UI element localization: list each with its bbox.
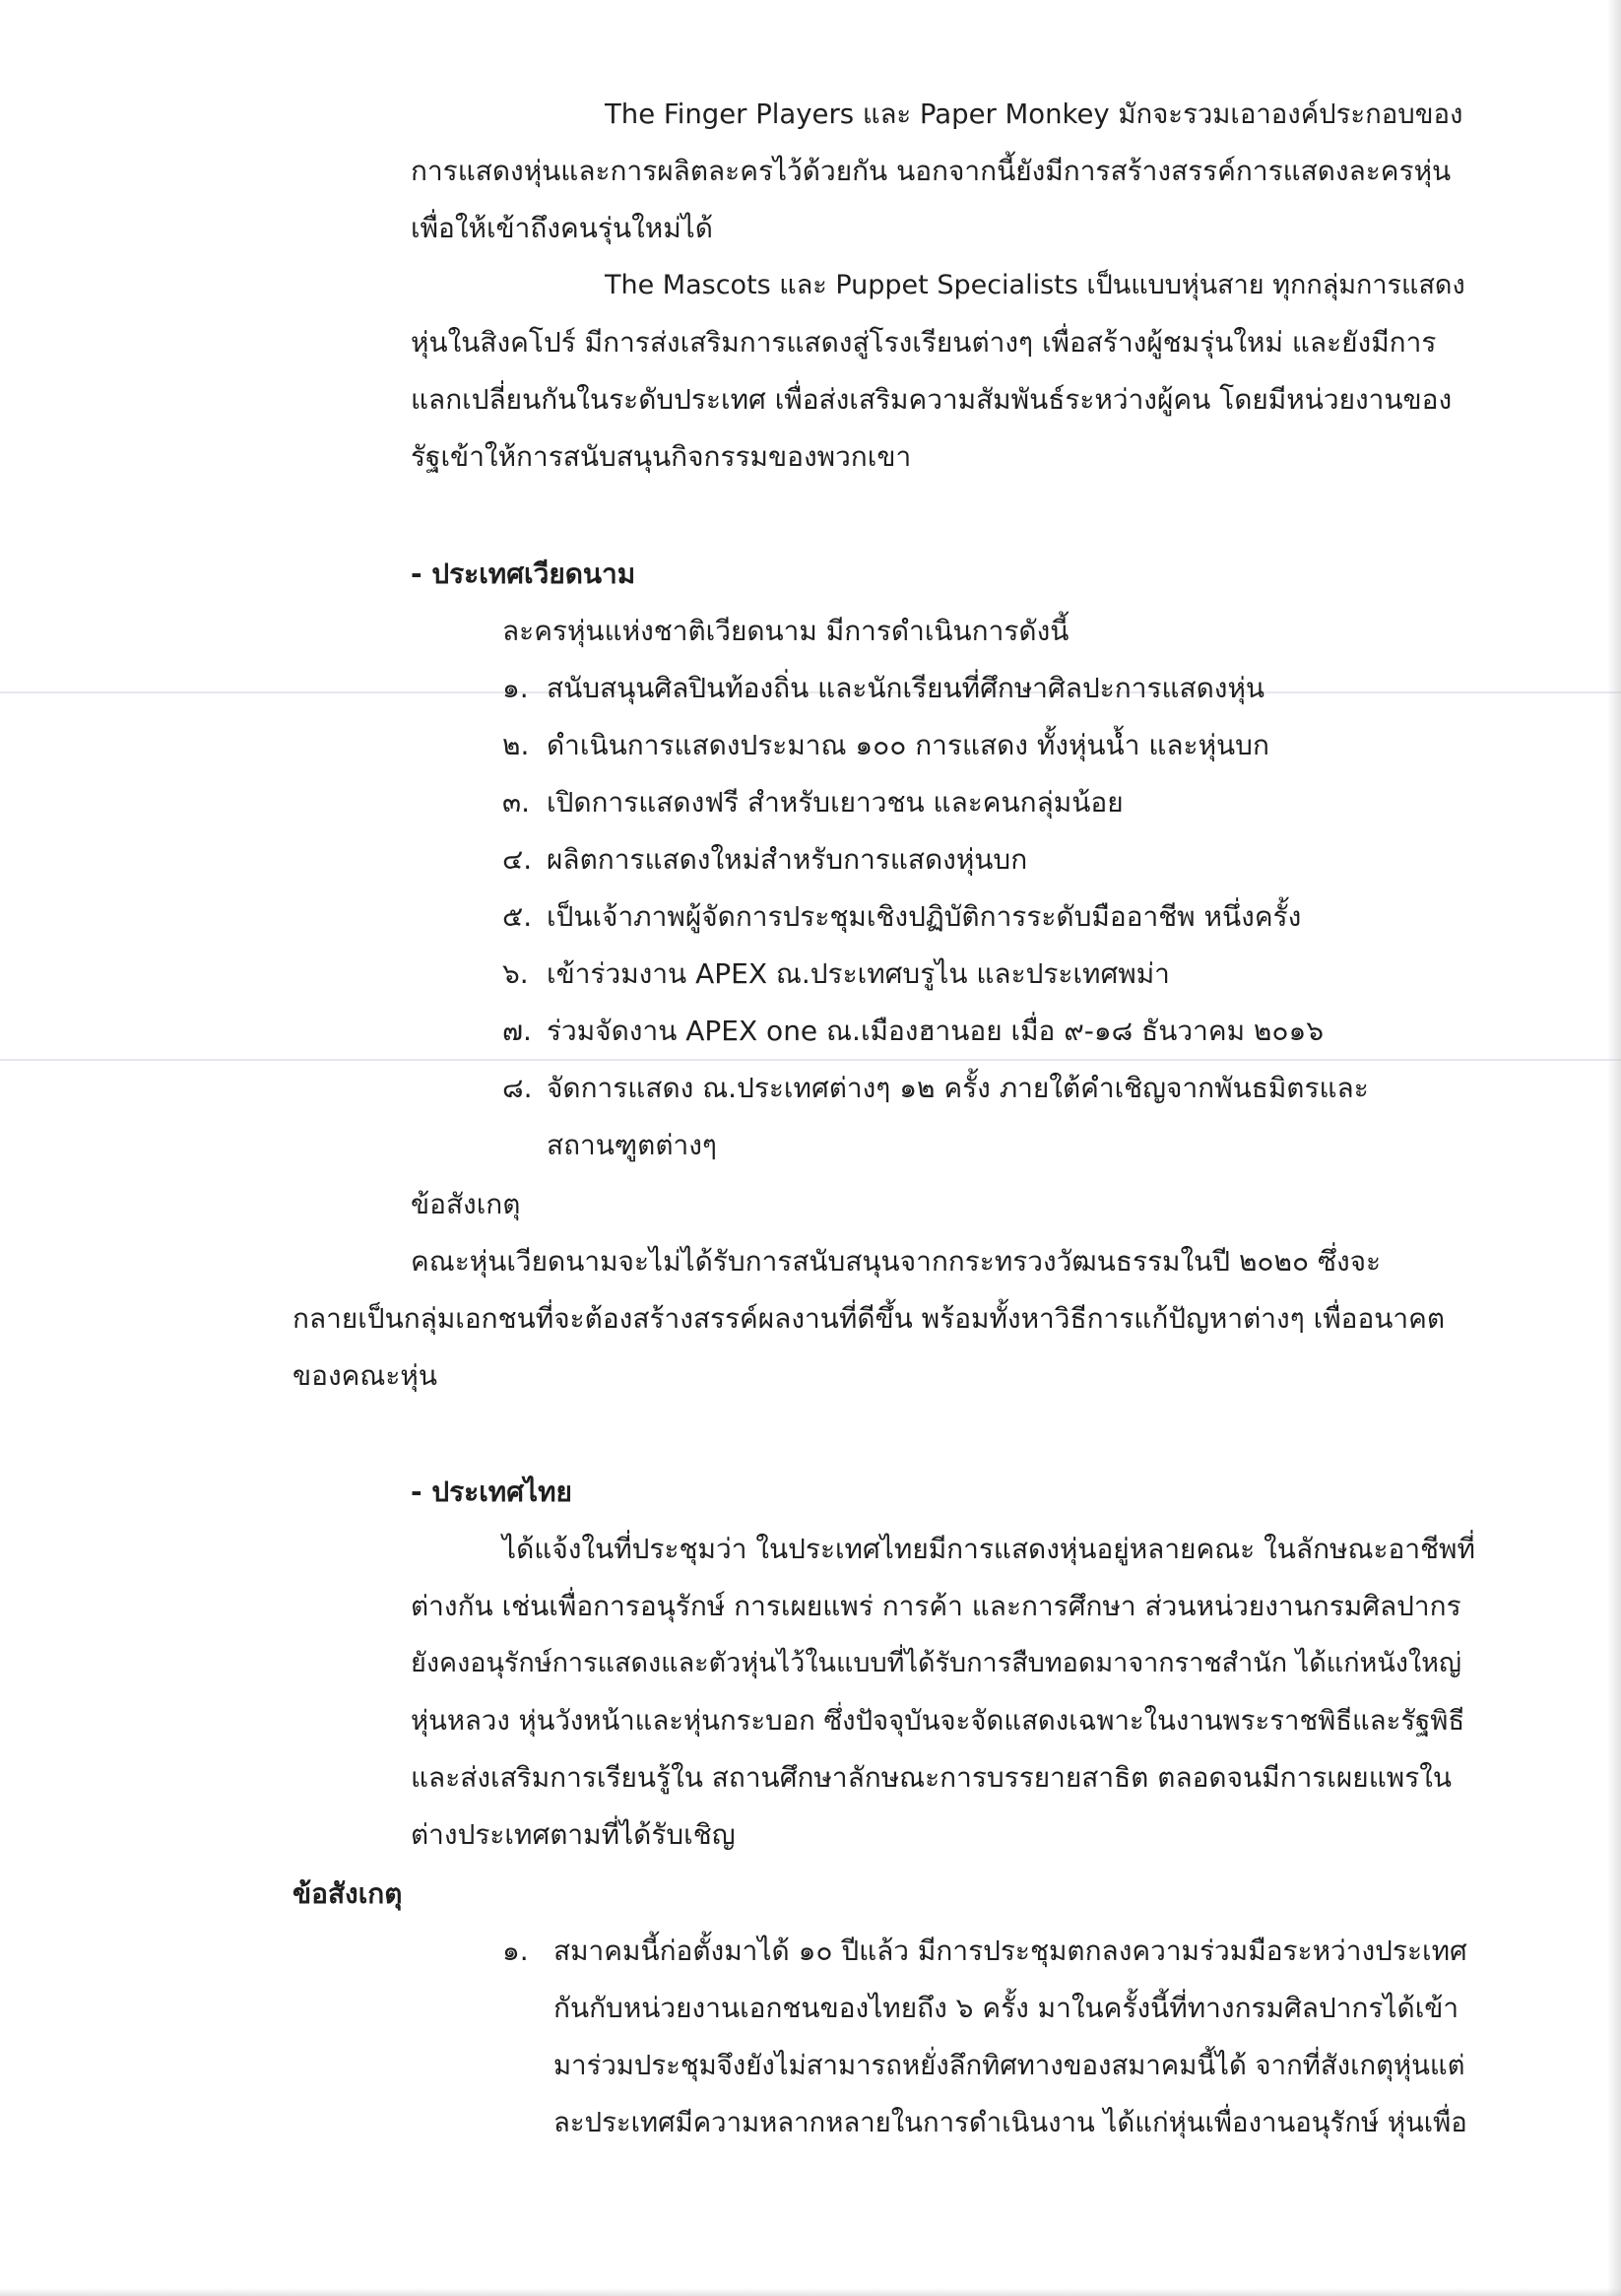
list-item-number: ๖. — [502, 957, 529, 990]
paragraph-line: กลายเป็นกลุ่มเอกชนที่จะต้องสร้างสรรค์ผลงานที่ดีขึ้น พร้อมทั้งหาวิธีการแก้ปัญหาต่างๆ เพื่ออนาคต — [292, 1302, 1446, 1335]
note-item-number: ๑. — [502, 1935, 529, 1967]
list-item — [502, 726, 1269, 765]
paragraph-line: การแสดงหุ่นและการผลิตละครไว้ด้วยกัน นอกจากนี้ยังมีการสร้างสรรค์การแสดงละครหุ่น — [411, 155, 1452, 187]
paragraph-line: คณะหุ่นเวียดนามจะไม่ได้รับการสนับสนุนจากกระทรวงวัฒนธรรมในปี ๒๐๒๐ ซึ่งจะ — [411, 1245, 1382, 1278]
note-label: ข้อสังเกตุ — [292, 1877, 403, 1910]
list-item-text: เข้าร่วมงาน APEX ณ.ประเทศบรูไน และประเทศพม่า — [547, 957, 1170, 990]
paragraph-line: กันกับหน่วยงานเอกชนของไทยถึง ๖ ครั้ง มาในครั้งนี้ที่ทางกรมศิลปากรได้เข้า — [553, 1992, 1459, 2024]
paragraph-line: สมาคมนี้ก่อตั้งมาได้ ๑๐ ปีแล้ว มีการประชุมตกลงความร่วมมือระหว่างประเทศ — [553, 1935, 1467, 1967]
paragraph-line: และส่งเสริมการเรียนรู้ใน สถานศึกษาลักษณะการบรรยายสาธิต ตลอดจนมีการเผยแพรใน — [411, 1761, 1453, 1794]
paragraph-line: เพื่อให้เข้าถึงคนรุ่นใหม่ได้ — [411, 212, 713, 244]
paragraph-line: ได้แจ้งในที่ประชุมว่า ในประเทศไทยมีการแสดงหุ่นอยู่หลายคณะ ในลักษณะอาชีพที่ — [502, 1533, 1475, 1565]
list-item-text: เปิดการแสดงฟรี สำหรับเยาวชน และคนกลุ่มน้อย — [547, 786, 1124, 819]
list-item-number: ๒. — [502, 729, 530, 761]
paragraph-line: ละครหุ่นแห่งชาติเวียดนาม มีการดำเนินการดังนี้ — [502, 615, 1070, 647]
section-heading-thailand: - ประเทศไทย — [411, 1476, 572, 1508]
list-item-number: ๗. — [502, 1015, 532, 1047]
paragraph-line: แลกเปลี่ยนกันในระดับประเทศ เพื่อส่งเสริมความสัมพันธ์ระหว่างผู้คน โดยมีหน่วยงานของ — [411, 383, 1453, 416]
list-item-text: เป็นเจ้าภาพผู้จัดการประชุมเชิงปฏิบัติการระดับมืออาชีพ หนึ่งครั้ง — [547, 900, 1302, 933]
paragraph-line: มาร่วมประชุมจึงยังไม่สามารถหยั่งลึกทิศทางของสมาคมนี้ได้ จากที่สังเกตุหุ่นแต่ — [553, 2050, 1465, 2081]
paragraph-line: ยังคงอนุรักษ์การแสดงและตัวหุ่นไว้ในแบบที่ได้รับการสืบทอดมาจากราชสำนัก ได้แก่หนังใหญ่ — [411, 1648, 1461, 1678]
list-item-number: ๔. — [502, 843, 533, 876]
list-item-number: ๘. — [502, 1072, 533, 1104]
paragraph-line: ต่างกัน เช่นเพื่อการอนุรักษ์ การเผยแพร่ การค้า และการศึกษา ส่วนหน่วยงานกรมศิลปากร — [411, 1590, 1461, 1622]
list-item-text: ร่วมจัดงาน APEX one ณ.เมืองฮานอย เมื่อ ๙-๑๘ ธันวาคม ๒๐๑๖ — [547, 1015, 1325, 1047]
paragraph-line: The Finger Players และ Paper Monkey มักจะรวมเอาองค์ประกอบของ — [605, 98, 1463, 130]
list-item — [502, 1012, 1324, 1051]
list-item — [502, 783, 1124, 822]
list-item — [502, 669, 1264, 708]
list-item-number: ๓. — [502, 786, 531, 819]
section-heading-vietnam: - ประเทศเวียดนาม — [411, 558, 636, 590]
list-item-number: ๕. — [502, 900, 533, 933]
list-item-continuation: สถานฑูตต่างๆ — [547, 1129, 717, 1161]
paragraph-line: หุ่นในสิงคโปร์ มีการส่งเสริมการแสดงสู่โรงเรียนต่างๆ เพื่อสร้างผู้ชมรุ่นใหม่ และยังมีการ — [411, 326, 1437, 359]
list-item-text: สนับสนุนศิลปินท้องถิ่น และนักเรียนที่ศึกษาศิลปะการแสดงหุ่น — [547, 672, 1265, 704]
list-item-text: จัดการแสดง ณ.ประเทศต่างๆ ๑๒ ครั้ง ภายใต้คำเชิญจากพันธมิตรและ — [547, 1072, 1369, 1104]
list-item — [502, 840, 1027, 880]
paragraph-line: ของคณะหุ่น — [292, 1359, 437, 1392]
paragraph-line: ละประเทศมีความหลากหลายในการดำเนินงาน ได้แก่หุ่นเพื่องานอนุรักษ์ หุ่นเพื่อ — [553, 2107, 1467, 2138]
paragraph-line: รัฐเข้าให้การสนับสนุนกิจกรรมของพวกเขา — [411, 440, 912, 473]
page-bottom-shadow — [0, 2288, 1621, 2296]
paragraph-line: หุ่นหลวง หุ่นวังหน้าและหุ่นกระบอก ซึ่งปัจจุบันจะจัดแสดงเฉพาะในงานพระราชพิธีและรัฐพิธี — [411, 1705, 1465, 1737]
scan-artifact-line — [0, 1059, 1621, 1061]
note-label: ข้อสังเกตุ — [411, 1188, 521, 1220]
list-item-number: ๑. — [502, 672, 529, 704]
page-edge-shadow — [1607, 0, 1621, 2296]
list-item — [502, 1069, 1369, 1108]
list-item-text: ดำเนินการแสดงประมาณ ๑๐๐ การแสดง ทั้งหุ่นน้ำ และหุ่นบก — [547, 729, 1269, 761]
paragraph-line: The Mascots และ Puppet Specialists เป็นแบบหุ่นสาย ทุกกลุ่มการแสดง — [605, 270, 1465, 300]
paragraph-line: ต่างประเทศตามที่ได้รับเชิญ — [411, 1818, 736, 1851]
list-item — [502, 897, 1301, 937]
list-item — [502, 954, 1170, 994]
list-item-text: ผลิตการแสดงใหม่สำหรับการแสดงหุ่นบก — [547, 843, 1028, 876]
